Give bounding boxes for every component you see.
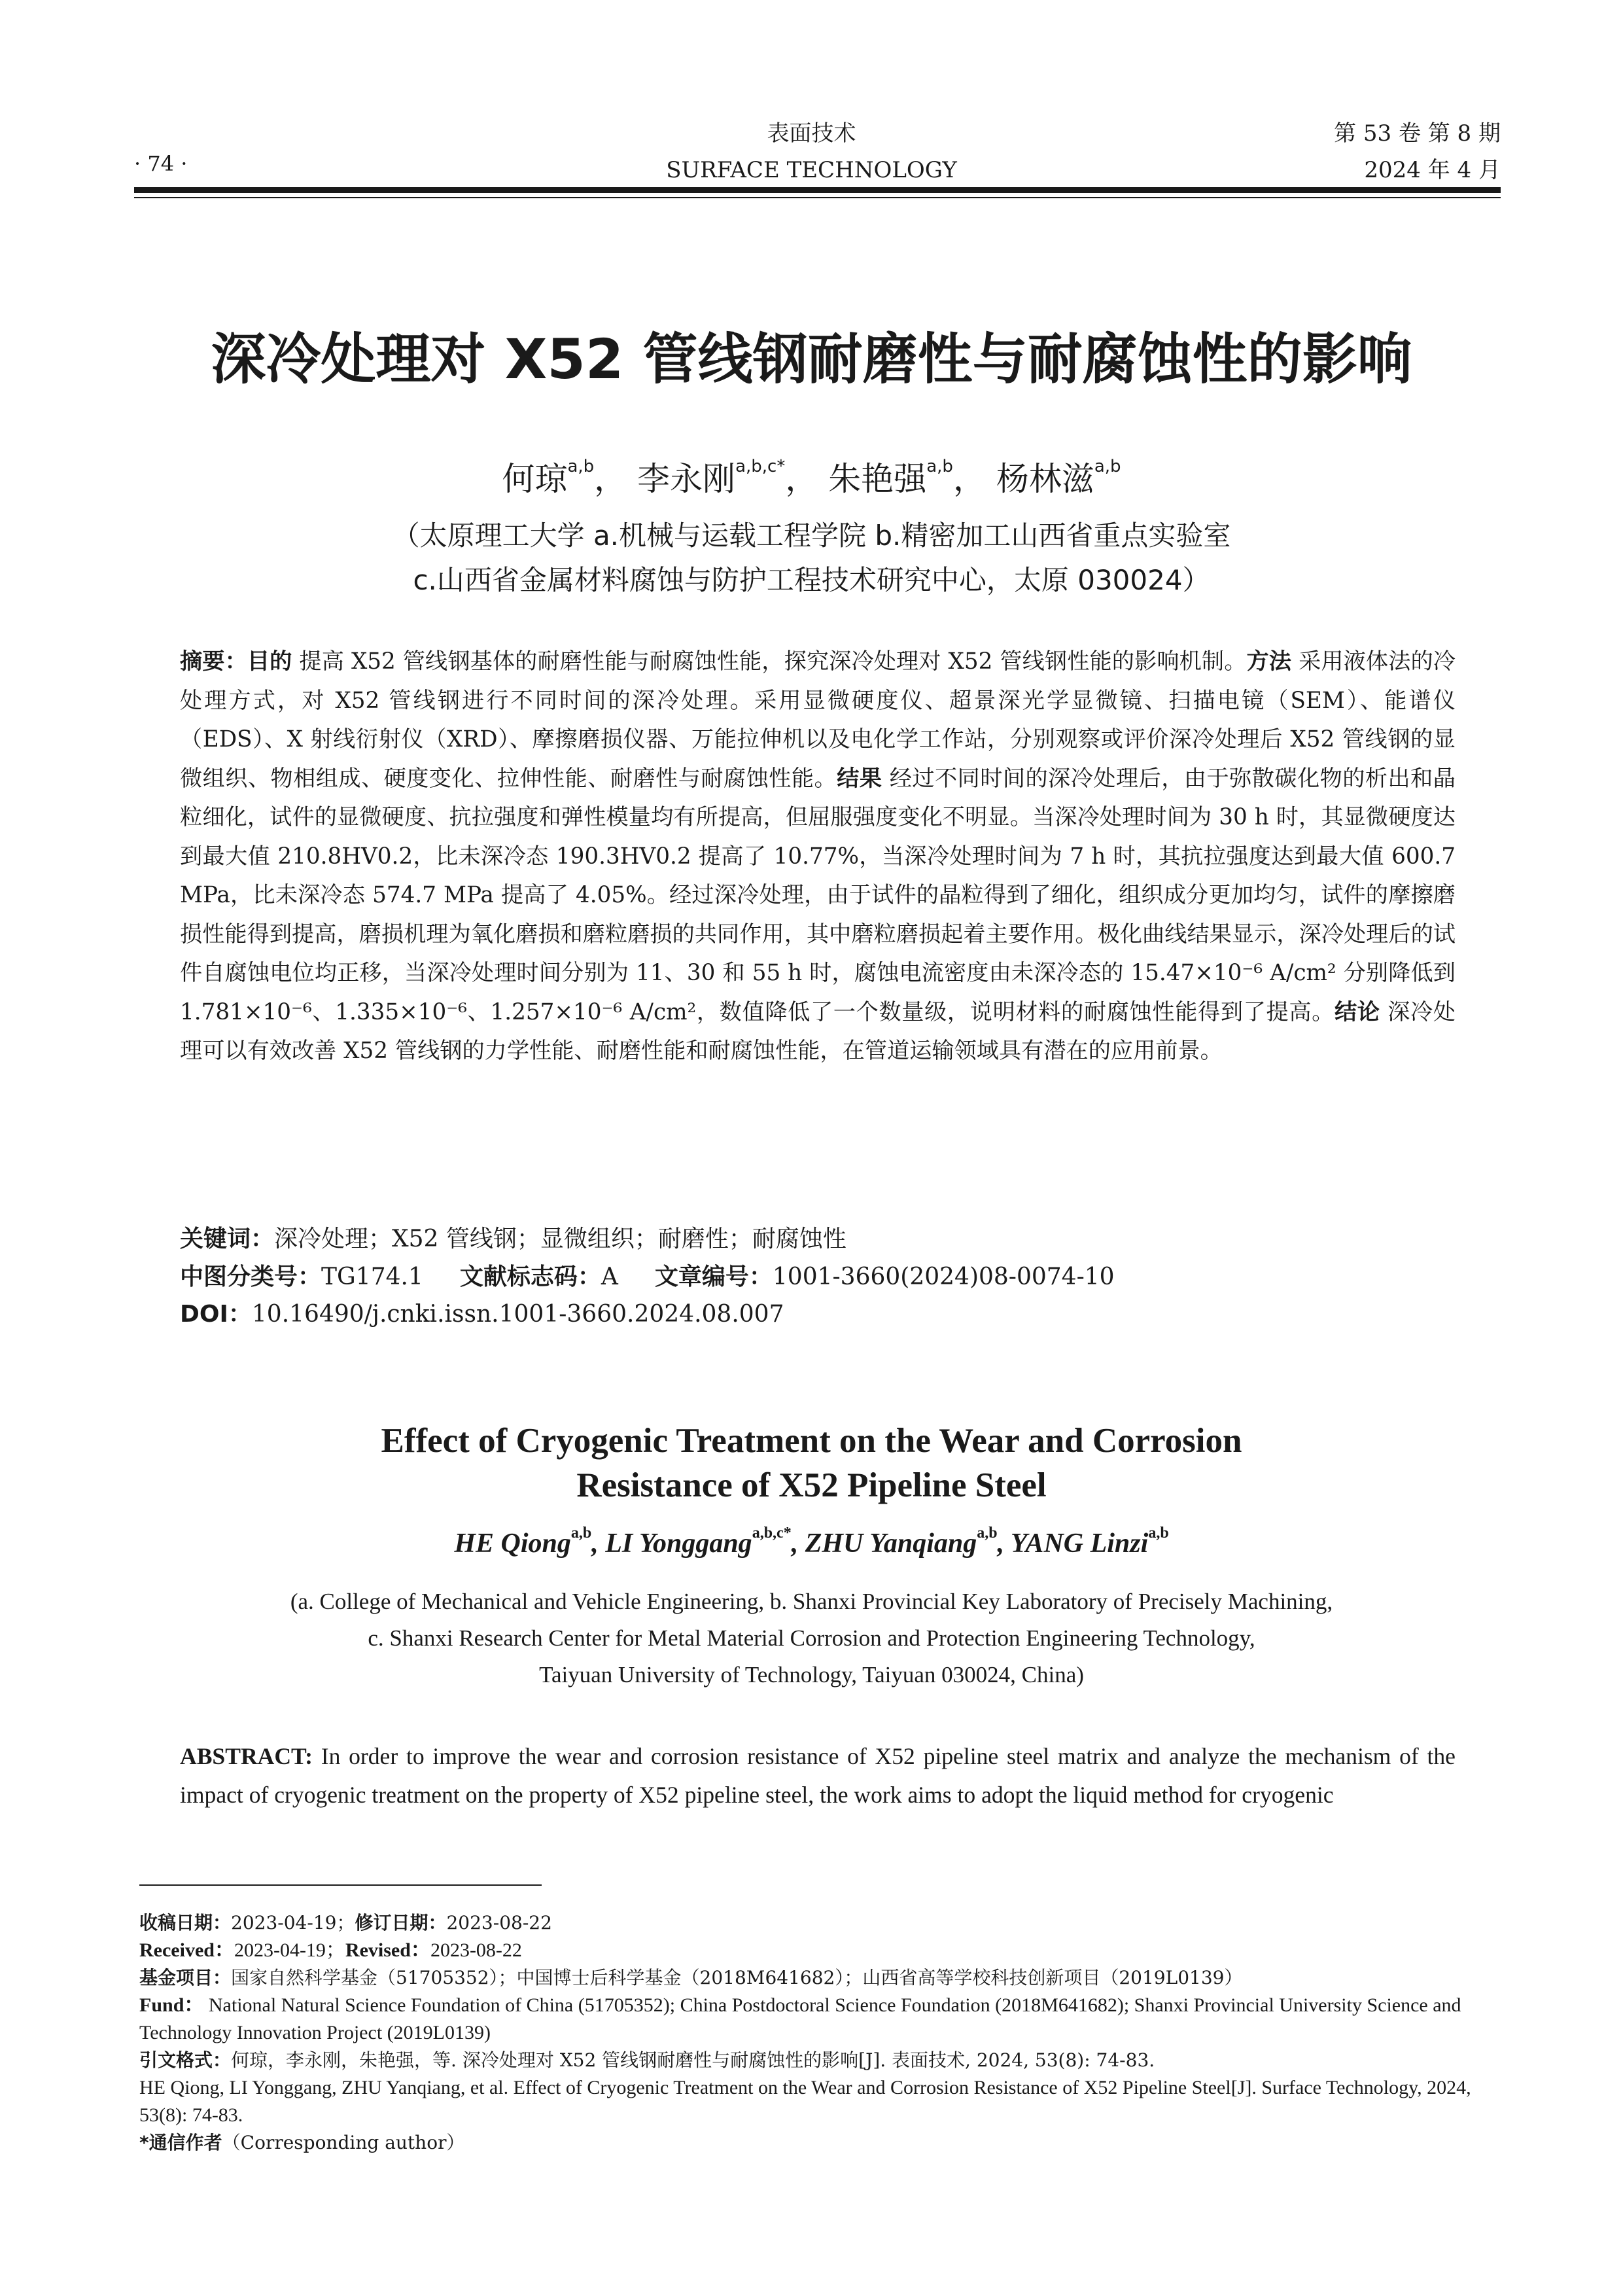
volume-issue: 第 53 卷 第 8 期 [1334, 120, 1501, 147]
affiliation-cn [0, 514, 1623, 603]
abstract-en-label: ABSTRACT: [180, 1743, 313, 1769]
author-en-affil: a,b [1148, 1525, 1169, 1542]
author-separator: , [791, 1528, 805, 1559]
fund-en-value: National Natural Science Foundation of China (51705352); China Postdoctoral Science Foundation (2018M641682); Shanxi Provincial University Science and Technology Innovation Project (2019L0139) [139, 1994, 1461, 2043]
abstract-label: 摘要： [180, 648, 247, 675]
article-number-label: 文章编号： [654, 1263, 773, 1290]
author-cn: 杨林滋 [996, 460, 1094, 498]
result-text: 经过不同时间的深冷处理后，由于弥散碳化物的析出和晶粒细化，试件的显微硬度、抗拉强度和弹性模量均有所提高，但屈服强度变化不明显。当深冷处理时间为 30 h 时，其显微硬度达到最大值 210.8HV0.2，比未深冷态 190.3HV0.2 提高了 10.77%，当深冷处理时间为 7 h 时，其抗拉强度达到最大值 600.7 MPa，比未深冷态 574.7 MPa 提高了 4.05%。经过深冷处理，由于试件的晶粒得到了细化，组织成分更加均匀，试件的摩擦磨损性能得到提高，磨损机理为氧化磨损和磨粒磨损的共同作用，其中磨粒磨损起着主要作用。极化曲线结果显示，深冷处理后的试件自腐蚀电位均正移，当深冷处理时间分别为 11、30 和 55 h 时，腐蚀电流密度由未深冷态的 15.47×10⁻⁶ A/cm² 分别降低到 1.781×10⁻⁶、1.335×10⁻⁶、1.257×10⁻⁶ A/cm²，数值降低了一个数量级，说明材料的耐腐蚀性能得到了提高。 [180, 765, 1456, 1025]
author-en: HE Qiong [454, 1528, 571, 1559]
received-en-label: Received： [139, 1939, 234, 1961]
author-separator: ， [594, 460, 627, 498]
received-cn-value: 2023-04-19； [231, 1912, 355, 1934]
fund-cn-value: 国家自然科学基金（51705352）；中国博士后科学基金（2018M641682）；山西省高等学校科技创新项目（2019L0139） [231, 1967, 1243, 1988]
citation-cn-label: 引文格式： [139, 2049, 232, 2071]
author-separator: ， [952, 460, 986, 498]
author-cn-affil: a,b,c* [735, 457, 786, 476]
title-en-line: Effect of Cryogenic Treatment on the Wear and Corrosion [381, 1422, 1242, 1460]
purpose-label: 目的 [247, 648, 292, 675]
author-cn-affil: a,b [1094, 457, 1121, 476]
citation-cn-value: 何琼，李永刚，朱艳强，等. 深冷处理对 X52 管线钢耐磨性与耐腐蚀性的影响[J]. 表面技术, 2024, 53(8): 74-83. [231, 2049, 1155, 2071]
keywords [180, 1220, 846, 1254]
purpose-text: 提高 X52 管线钢基体的耐磨性能与耐腐蚀性能，探究深冷处理对 X52 管线钢性能的影响机制。 [299, 648, 1247, 675]
doi-value[interactable]: 10.16490/j.cnki.issn.1001-3660.2024.08.007 [251, 1301, 784, 1328]
author-en: ZHU Yanqiang [805, 1528, 977, 1559]
footnote-rule [139, 1884, 542, 1886]
title-en-line: Resistance of X52 Pipeline Steel [576, 1466, 1047, 1504]
affiliation-en-line: c. Shanxi Research Center for Metal Material Corrosion and Protection Engineering Technology, [368, 1625, 1255, 1651]
citation-en: HE Qiong, LI Yonggang, ZHU Yanqiang, et al. Effect of Cryogenic Treatment on the Wear and Corrosion Resistance of X52 Pipeline Steel[J]. Surface Technology, 2024, 53(8): 74-83. [139, 2077, 1471, 2126]
doc-code-label: 文献标志码： [459, 1263, 601, 1290]
affiliation-cn-line: c.山西省金属材料腐蚀与防护工程技术研究中心，太原 030024） [413, 564, 1210, 596]
affiliation-en [0, 1583, 1623, 1693]
received-en-value: 2023-04-19； [234, 1939, 345, 1961]
author-cn-affil: a,b [926, 457, 953, 476]
result-label: 结果 [837, 765, 882, 792]
volume-info [1334, 115, 1501, 188]
doi [180, 1296, 784, 1329]
clc-label: 中图分类号： [180, 1263, 322, 1290]
corresponding-label: *通信作者 [139, 2132, 222, 2153]
author-en: YANG Linzi [1010, 1528, 1149, 1559]
method-text: 采用液体法的冷处理方式，对 X52 管线钢进行不同时间的深冷处理。采用显微硬度仪、超景深光学显微镜、扫描电镜（SEM）、能谱仪（EDS）、X 射线衍射仪（XRD）、摩擦磨损仪器、万能拉伸机以及电化学工作站，分别观察或评价深冷处理后 X52 管线钢的显微组织、物相组成、硬度变化、拉伸性能、耐磨性与耐腐蚀性能。 [180, 648, 1456, 792]
page-number: · 74 · [134, 151, 188, 176]
header-rule-thin [134, 197, 1501, 198]
author-separator: , [591, 1528, 606, 1559]
clc-value: TG174.1 [321, 1263, 423, 1290]
received-cn [139, 1909, 1497, 1937]
citation-cn [139, 2047, 1497, 2074]
fund-en-label: Fund： [139, 1994, 204, 2016]
author-separator: , [997, 1528, 1011, 1559]
abstract-en-text: In order to improve the wear and corrosion resistance of X52 pipeline steel matrix and analyze the mechanism of the impact of cryogenic treatment on the property of X52 pipeline steel, the work aims to adopt the liquid method for cryogenic [180, 1743, 1456, 1808]
author-cn: 李永刚 [637, 460, 736, 498]
authors-cn [0, 453, 1623, 500]
issue-date: 2024 年 4 月 [1364, 157, 1501, 183]
title-en [0, 1419, 1623, 1508]
author-cn: 何琼 [502, 460, 568, 498]
received-en [139, 1937, 1497, 1964]
affiliation-en-line: (a. College of Mechanical and Vehicle Engineering, b. Shanxi Provincial Key Laboratory of Precisely Machining, [290, 1589, 1333, 1614]
corresponding-author [139, 2129, 1497, 2157]
revised-en-label: Revised： [345, 1939, 430, 1961]
author-en-affil: a,b [977, 1525, 998, 1542]
revised-cn-label: 修订日期： [355, 1912, 447, 1934]
footnotes [139, 1909, 1497, 2157]
received-cn-label: 收稿日期： [139, 1912, 232, 1934]
revised-cn-value: 2023-08-22 [446, 1912, 552, 1934]
keywords-value: 深冷处理；X52 管线钢；显微组织；耐磨性；耐腐蚀性 [274, 1226, 846, 1252]
doc-code-value: A [601, 1263, 618, 1290]
method-label: 方法 [1246, 648, 1292, 675]
authors-en [0, 1525, 1623, 1559]
fund-cn-label: 基金项目： [139, 1967, 232, 1988]
revised-en-value: 2023-08-22 [430, 1939, 522, 1961]
journal-name-en: SURFACE TECHNOLOGY [666, 157, 957, 183]
author-separator: ， [785, 460, 818, 498]
conclusion-label: 结论 [1334, 998, 1380, 1025]
conclusion-text: 深冷处理可以有效改善 X52 管线钢的力学性能、耐磨性能和耐腐蚀性能，在管道运输领域具有潜在的应用前景。 [180, 998, 1456, 1064]
header-rule-thick [134, 187, 1501, 193]
keywords-label: 关键词： [180, 1226, 275, 1252]
author-en-affil: a,b [570, 1525, 592, 1542]
doi-label: DOI： [180, 1301, 252, 1328]
affiliation-en-line: Taiyuan University of Technology, Taiyuan 030024, China) [539, 1662, 1084, 1687]
author-en: LI Yonggang [605, 1528, 752, 1559]
article-number-value: 1001-3660(2024)08-0074-10 [772, 1263, 1115, 1290]
affiliation-cn-line: （太原理工大学 a.机械与运载工程学院 b.精密加工山西省重点实验室 [392, 520, 1231, 552]
journal-name-cn: 表面技术 [767, 120, 856, 147]
fund-cn [139, 1964, 1497, 1992]
fund-en [139, 1992, 1497, 2047]
author-en-affil: a,b,c* [752, 1525, 792, 1542]
classification [180, 1258, 1115, 1292]
abstract-en [180, 1737, 1456, 1814]
author-cn: 朱艳强 [828, 460, 927, 498]
corresponding-value: （Corresponding author） [222, 2132, 465, 2153]
author-cn-affil: a,b [567, 457, 595, 476]
abstract-cn [180, 643, 1456, 1071]
title-cn: 深冷处理对 X52 管线钢耐磨性与耐腐蚀性的影响 [211, 327, 1412, 391]
